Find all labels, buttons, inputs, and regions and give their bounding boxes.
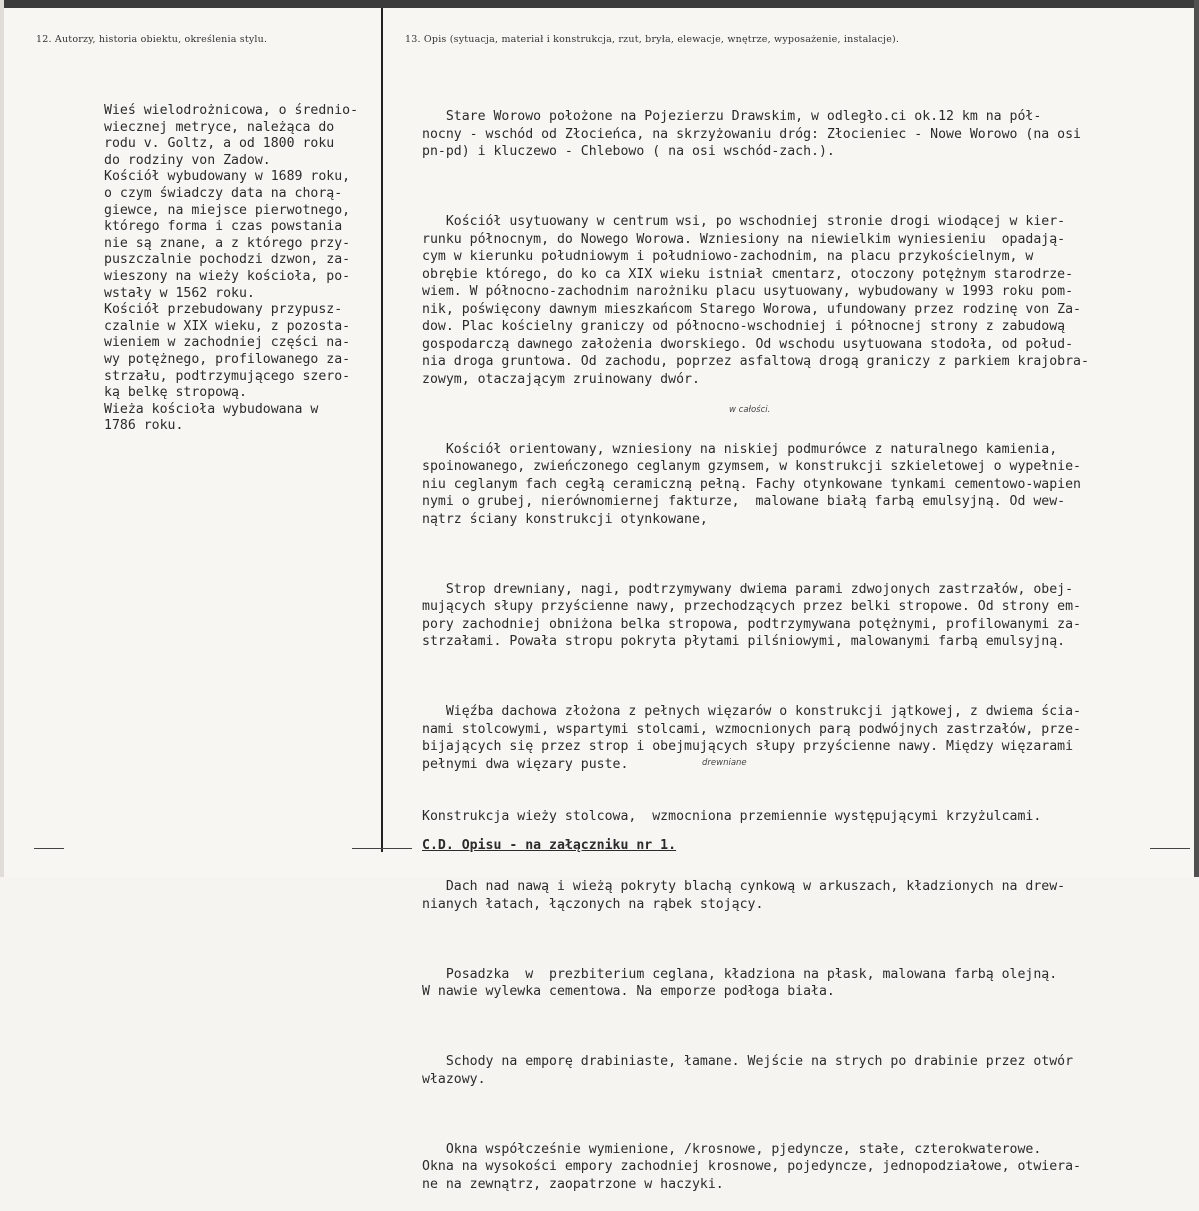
right-border <box>1194 0 1199 877</box>
paragraph-stairs: Schody na emporę drabiniaste, łamane. Wejście na strych po drabinie przez otwór włazowy. <box>422 1054 1074 1087</box>
paragraph-situation: Kościół usytuowany w centrum wsi, po wschodniej stronie drogi wiodącej w kier- runku północnym, do Nowego Worowa. Wzniesiony na niewielkim wyniesieniu opadają- cym w kierunku południowym i południowo-zachodnim, na placu przykościelnym, w obrębie którego, do ko ca XIX wieku istniał cmentarz, otoczony potężnym starodrze- wiem. W północno-zachodnim narożniku placu usytuowany, wybudowany w 1993 roku pom- nik, poświęcony dawnym mieszkańcom Starego Worowa, ufundowany przez rodzinę von Za- dow. Plac kościelny graniczy od północno-wschodniej i północnej strony z zabudową gospodarczą dawnego założenia dworskiego. Od wschodu usytuowana stodoła, od połud- nia droga gruntowa. Od zachodu, poprzez asfaltową drogą graniczy z parkiem krajobra- zowym, otaczającym zruinowany dwór. <box>422 214 1089 387</box>
top-border <box>0 0 1199 8</box>
paragraph-location: Stare Worowo położone na Pojezierzu Drawskim, w odległo.ci ok.12 km na pół- nocny - wschód od Złocieńca, na skrzyżowaniu dróg: Złocieniec - Nowe Worowo (na osi pn-pd) i kluczewo - Chlebowo ( na osi wschód-zach.). <box>422 109 1081 159</box>
column-divider <box>381 8 383 852</box>
paragraph-ceiling: Strop drewniany, nagi, podtrzymywany dwiema parami zdwojonych zastrzałów, obej- mujących słupy przyścienne nawy, przechodzących przez belki stropowe. Od strony em- pory zachodniej obniżona belka stropowa, podtrzymywana potężnymi, profilowanymi za- strzałami. Powała stropu pokryta płytami pilśniowymi, malowanymi farbą emulsyjną. <box>422 581 1081 649</box>
paragraph-roof: Dach nad nawą i wieżą pokryty blachą cynkową w arkuszach, kładzionych na drew- nianych łatach, łączonych na rąbek stojący. <box>422 879 1066 912</box>
description-text <box>422 73 1132 1211</box>
handwritten-note-w-calosci: w całości. <box>729 405 771 415</box>
history-text: Wieś wielodrożnicowa, o średnio- wiecznej metryce, należąca do rodu v. Goltz, a od 1800 roku do rodziny von Zadow. Kościół wybudowany w 1689 roku, o czym świadczy data na chorą- giewce, na miejsce pierwotnego, którego forma i czas powstania nie są znane, a z którego przy- puszczalnie pochodzi dzwon, za- wieszony na wieży kościoła, po- wstały w 1562 roku. Kościół przebudowany przypusz- czalnie w XIX wieku, z pozosta- wieniem w zachodniej części na- wy potężnego, profilowanego za- strzału, podtrzymującego szero- ką belkę stropową. Wieża kościoła wybudowana w 1786 roku. <box>104 103 359 434</box>
paragraph-roof-truss: Więźba dachowa złożona z pełnych więzarów o konstrukcji jątkowej, z dwiema ścia- nami stolcowymi, wspartymi stolcami, wzmocnionych parą podwójnych zastrzałów, prze- bijających się przez strop i obejmujących słupy przyścienne nawy. Między więzarami pełnymi dwa więzary puste. <box>422 704 1081 772</box>
paragraph-floor: Posadzka w prezbiterium ceglana, kładziona na płask, malowana farbą olejną. W nawie wylewka cementowa. Na emporze podłoga biała. <box>422 966 1058 999</box>
handwritten-note-drewniane: drewniane <box>702 758 747 768</box>
left-border <box>0 0 4 877</box>
bottom-tick-right <box>1150 848 1190 849</box>
paragraph-tower: Konstrukcja wieży stolcowa, wzmocniona przemiennie występującymi krzyżulcami. <box>422 809 1042 824</box>
continuation-note: C.D. Opisu - na załączniku nr 1. <box>422 838 677 853</box>
paragraph-construction: Kościół orientowany, wzniesiony na niskiej podmurówce z naturalnego kamienia, spoinowanego, zwieńczonego ceglanym gzymsem, w konstrukcji szkieletowej o wypełnie- niu ceglanym fach cegłą ceramiczną pełną. Fachy otynkowane tynkami cementowo-wapien nymi o grubej, nierównomiernej fakturze, malowane białą farbą emulsyjną. Od wew- nątrz ściany konstrukcji otynkowane, <box>422 441 1081 527</box>
bottom-tick-center <box>352 848 412 849</box>
section-12-heading: 12. Autorzy, historia obiektu, określenia stylu. <box>36 34 268 45</box>
bottom-tick-left <box>34 848 64 849</box>
paragraph-windows: Okna współcześnie wymienione, /krosnowe, pjedyncze, stałe, czterokwaterowe. Okna na wysokości empory zachodniej krosnowe, pojedyncze, jednopodziałowe, otwiera- ne na zewnątrz, zaopatrzone w haczyki. <box>422 1141 1081 1192</box>
section-13-heading: 13. Opis (sytuacja, materiał i konstrukcja, rzut, bryła, elewacje, wnętrze, wyposażenie, instalacje). <box>405 34 900 45</box>
